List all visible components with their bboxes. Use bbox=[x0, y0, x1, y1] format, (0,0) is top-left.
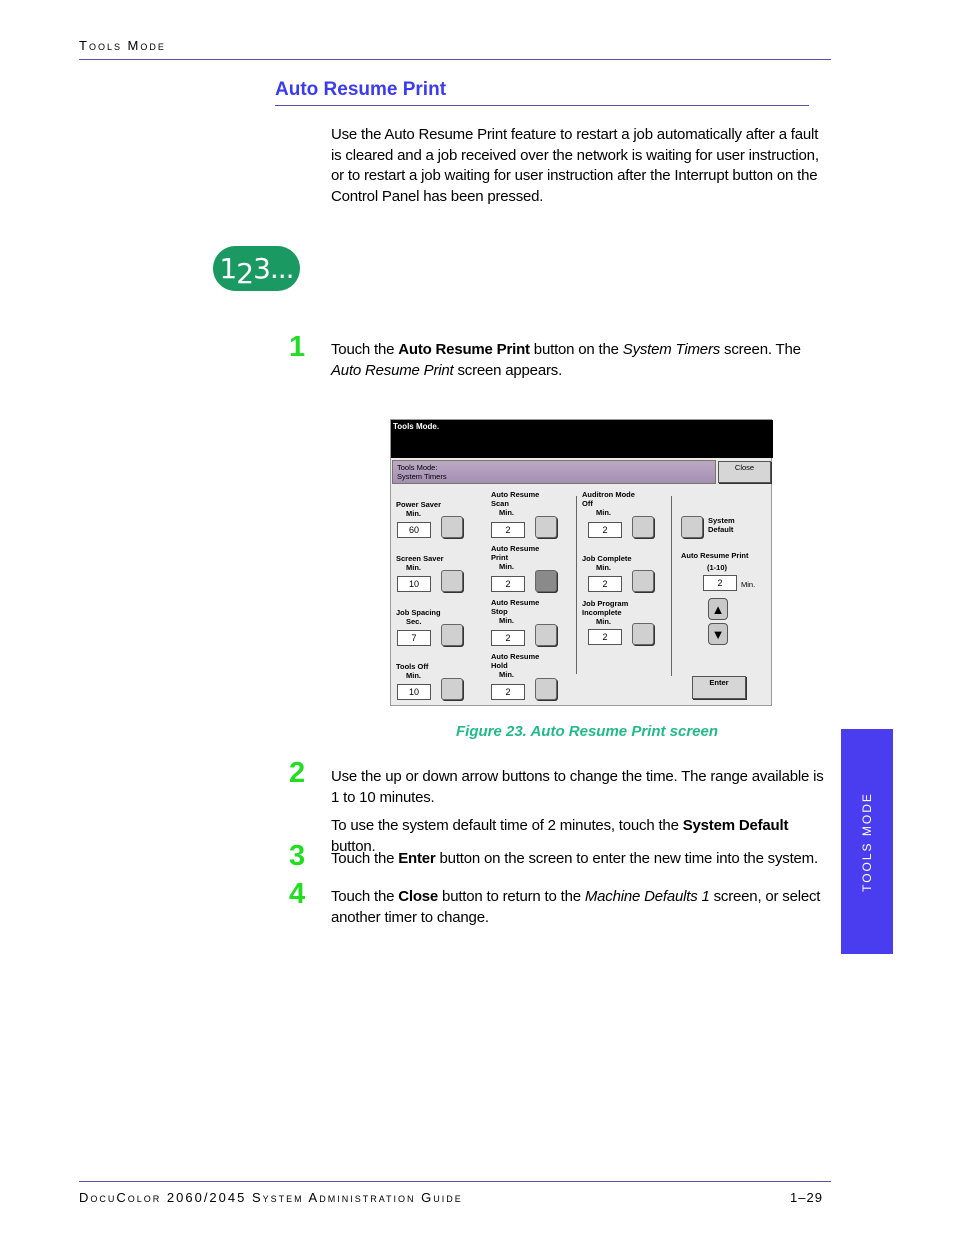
page-header-title: Tools Mode bbox=[79, 38, 166, 53]
down-arrow-button[interactable] bbox=[708, 623, 728, 645]
screen-saver-button[interactable] bbox=[441, 570, 463, 592]
steps-icon: 1 2 3... bbox=[213, 246, 300, 291]
tools-off-button[interactable] bbox=[441, 678, 463, 700]
arp-label: Auto Resume Print bbox=[681, 551, 749, 560]
section-divider bbox=[275, 105, 809, 106]
auditron-mode-button[interactable] bbox=[632, 516, 654, 538]
job-program-incomplete-label: Job Program Incomplete Min. bbox=[582, 599, 629, 626]
footer-title: DocuColor 2060/2045 System Administration Guide bbox=[79, 1190, 463, 1205]
header-divider bbox=[79, 59, 831, 60]
arp-range: (1-10) bbox=[707, 563, 728, 572]
system-default-label: System Default bbox=[708, 516, 735, 534]
close-button[interactable]: Close bbox=[718, 461, 771, 483]
auto-resume-print-screenshot bbox=[390, 419, 772, 706]
power-saver-field[interactable]: 60 bbox=[397, 522, 431, 538]
system-default-button[interactable] bbox=[681, 516, 703, 538]
intro-paragraph: Use the Auto Resume Print feature to restart a job automatically after a fault is cleared and a job received over the network is waiting for user instruction, or to restart a job waiting for user instruction after the Interrupt button on the Control Panel has been pressed. bbox=[331, 126, 819, 205]
auto-resume-stop-field[interactable]: 2 bbox=[491, 630, 525, 646]
auto-resume-hold-label: Auto Resume Hold Min. bbox=[491, 652, 540, 679]
auto-resume-hold-field[interactable]: 2 bbox=[491, 684, 525, 700]
up-arrow-button[interactable] bbox=[708, 598, 728, 620]
column-divider-2 bbox=[671, 496, 672, 676]
screen-saver-label: Screen Saver Min. bbox=[396, 554, 444, 572]
arp-unit: Min. bbox=[741, 580, 756, 589]
step-2-text: Use the up or down arrow buttons to change the time. The range available is 1 to 10 minutes. bbox=[331, 768, 824, 806]
side-tab-label: TOOLS MODE bbox=[860, 791, 875, 892]
section-title: Auto Resume Print bbox=[275, 79, 447, 100]
tools-off-field[interactable]: 10 bbox=[397, 684, 431, 700]
step-number-1: 1 bbox=[289, 331, 306, 363]
arp-value-field[interactable]: 2 bbox=[703, 575, 737, 591]
arrow-down-icon: ▼ bbox=[711, 626, 725, 642]
auditron-mode-field[interactable]: 2 bbox=[588, 522, 622, 538]
step-4-text: Touch the Close button to return to the Machine Defaults 1 screen, or select another timer to change. bbox=[331, 888, 821, 926]
auto-resume-hold-button[interactable] bbox=[535, 678, 557, 700]
step-number-3: 3 bbox=[289, 840, 306, 872]
enter-button[interactable]: Enter bbox=[692, 676, 746, 699]
column-divider bbox=[576, 496, 577, 674]
job-program-incomplete-button[interactable] bbox=[632, 623, 654, 645]
auto-resume-stop-button[interactable] bbox=[535, 624, 557, 646]
step-number-2: 2 bbox=[289, 757, 306, 789]
page-number: 1–29 bbox=[790, 1190, 823, 1205]
job-program-incomplete-field[interactable]: 2 bbox=[588, 629, 622, 645]
auto-resume-scan-label: Auto Resume Scan Min. bbox=[491, 490, 540, 517]
figure-caption: Figure 23. Auto Resume Print screen bbox=[456, 723, 719, 740]
arrow-up-icon: ▲ bbox=[711, 601, 725, 617]
job-complete-label: Job Complete Min. bbox=[582, 554, 632, 572]
screen-saver-field[interactable]: 10 bbox=[397, 576, 431, 592]
screen-breadcrumb-bar: Tools Mode: System Timers bbox=[392, 460, 716, 484]
auto-resume-print-field[interactable]: 2 bbox=[491, 576, 525, 592]
footer-divider bbox=[79, 1181, 831, 1182]
job-spacing-label: Job Spacing Sec. bbox=[396, 608, 441, 626]
screen-title-bar: Tools Mode. bbox=[391, 420, 773, 458]
step-1-text: Touch the Auto Resume Print button on the System Timers screen. The Auto Resume Print screen appears. bbox=[331, 341, 801, 379]
step-3-text: Touch the Enter button on the screen to enter the new time into the system. bbox=[331, 850, 818, 867]
auto-resume-scan-button[interactable] bbox=[535, 516, 557, 538]
step-number-4: 4 bbox=[289, 878, 306, 910]
job-complete-field[interactable]: 2 bbox=[588, 576, 622, 592]
auto-resume-print-label: Auto Resume Print Min. bbox=[491, 544, 540, 571]
power-saver-button[interactable] bbox=[441, 516, 463, 538]
auto-resume-print-button[interactable] bbox=[535, 570, 557, 592]
auditron-mode-label: Auditron Mode Off Min. bbox=[582, 490, 635, 517]
job-complete-button[interactable] bbox=[632, 570, 654, 592]
auto-resume-scan-field[interactable]: 2 bbox=[491, 522, 525, 538]
job-spacing-button[interactable] bbox=[441, 624, 463, 646]
auto-resume-stop-label: Auto Resume Stop Min. bbox=[491, 598, 540, 625]
tools-off-label: Tools Off Min. bbox=[396, 662, 429, 680]
job-spacing-field[interactable]: 7 bbox=[397, 630, 431, 646]
power-saver-label: Power Saver Min. bbox=[396, 500, 442, 518]
step-2-note: To use the system default time of 2 minutes, touch the System Default button. bbox=[331, 817, 789, 855]
